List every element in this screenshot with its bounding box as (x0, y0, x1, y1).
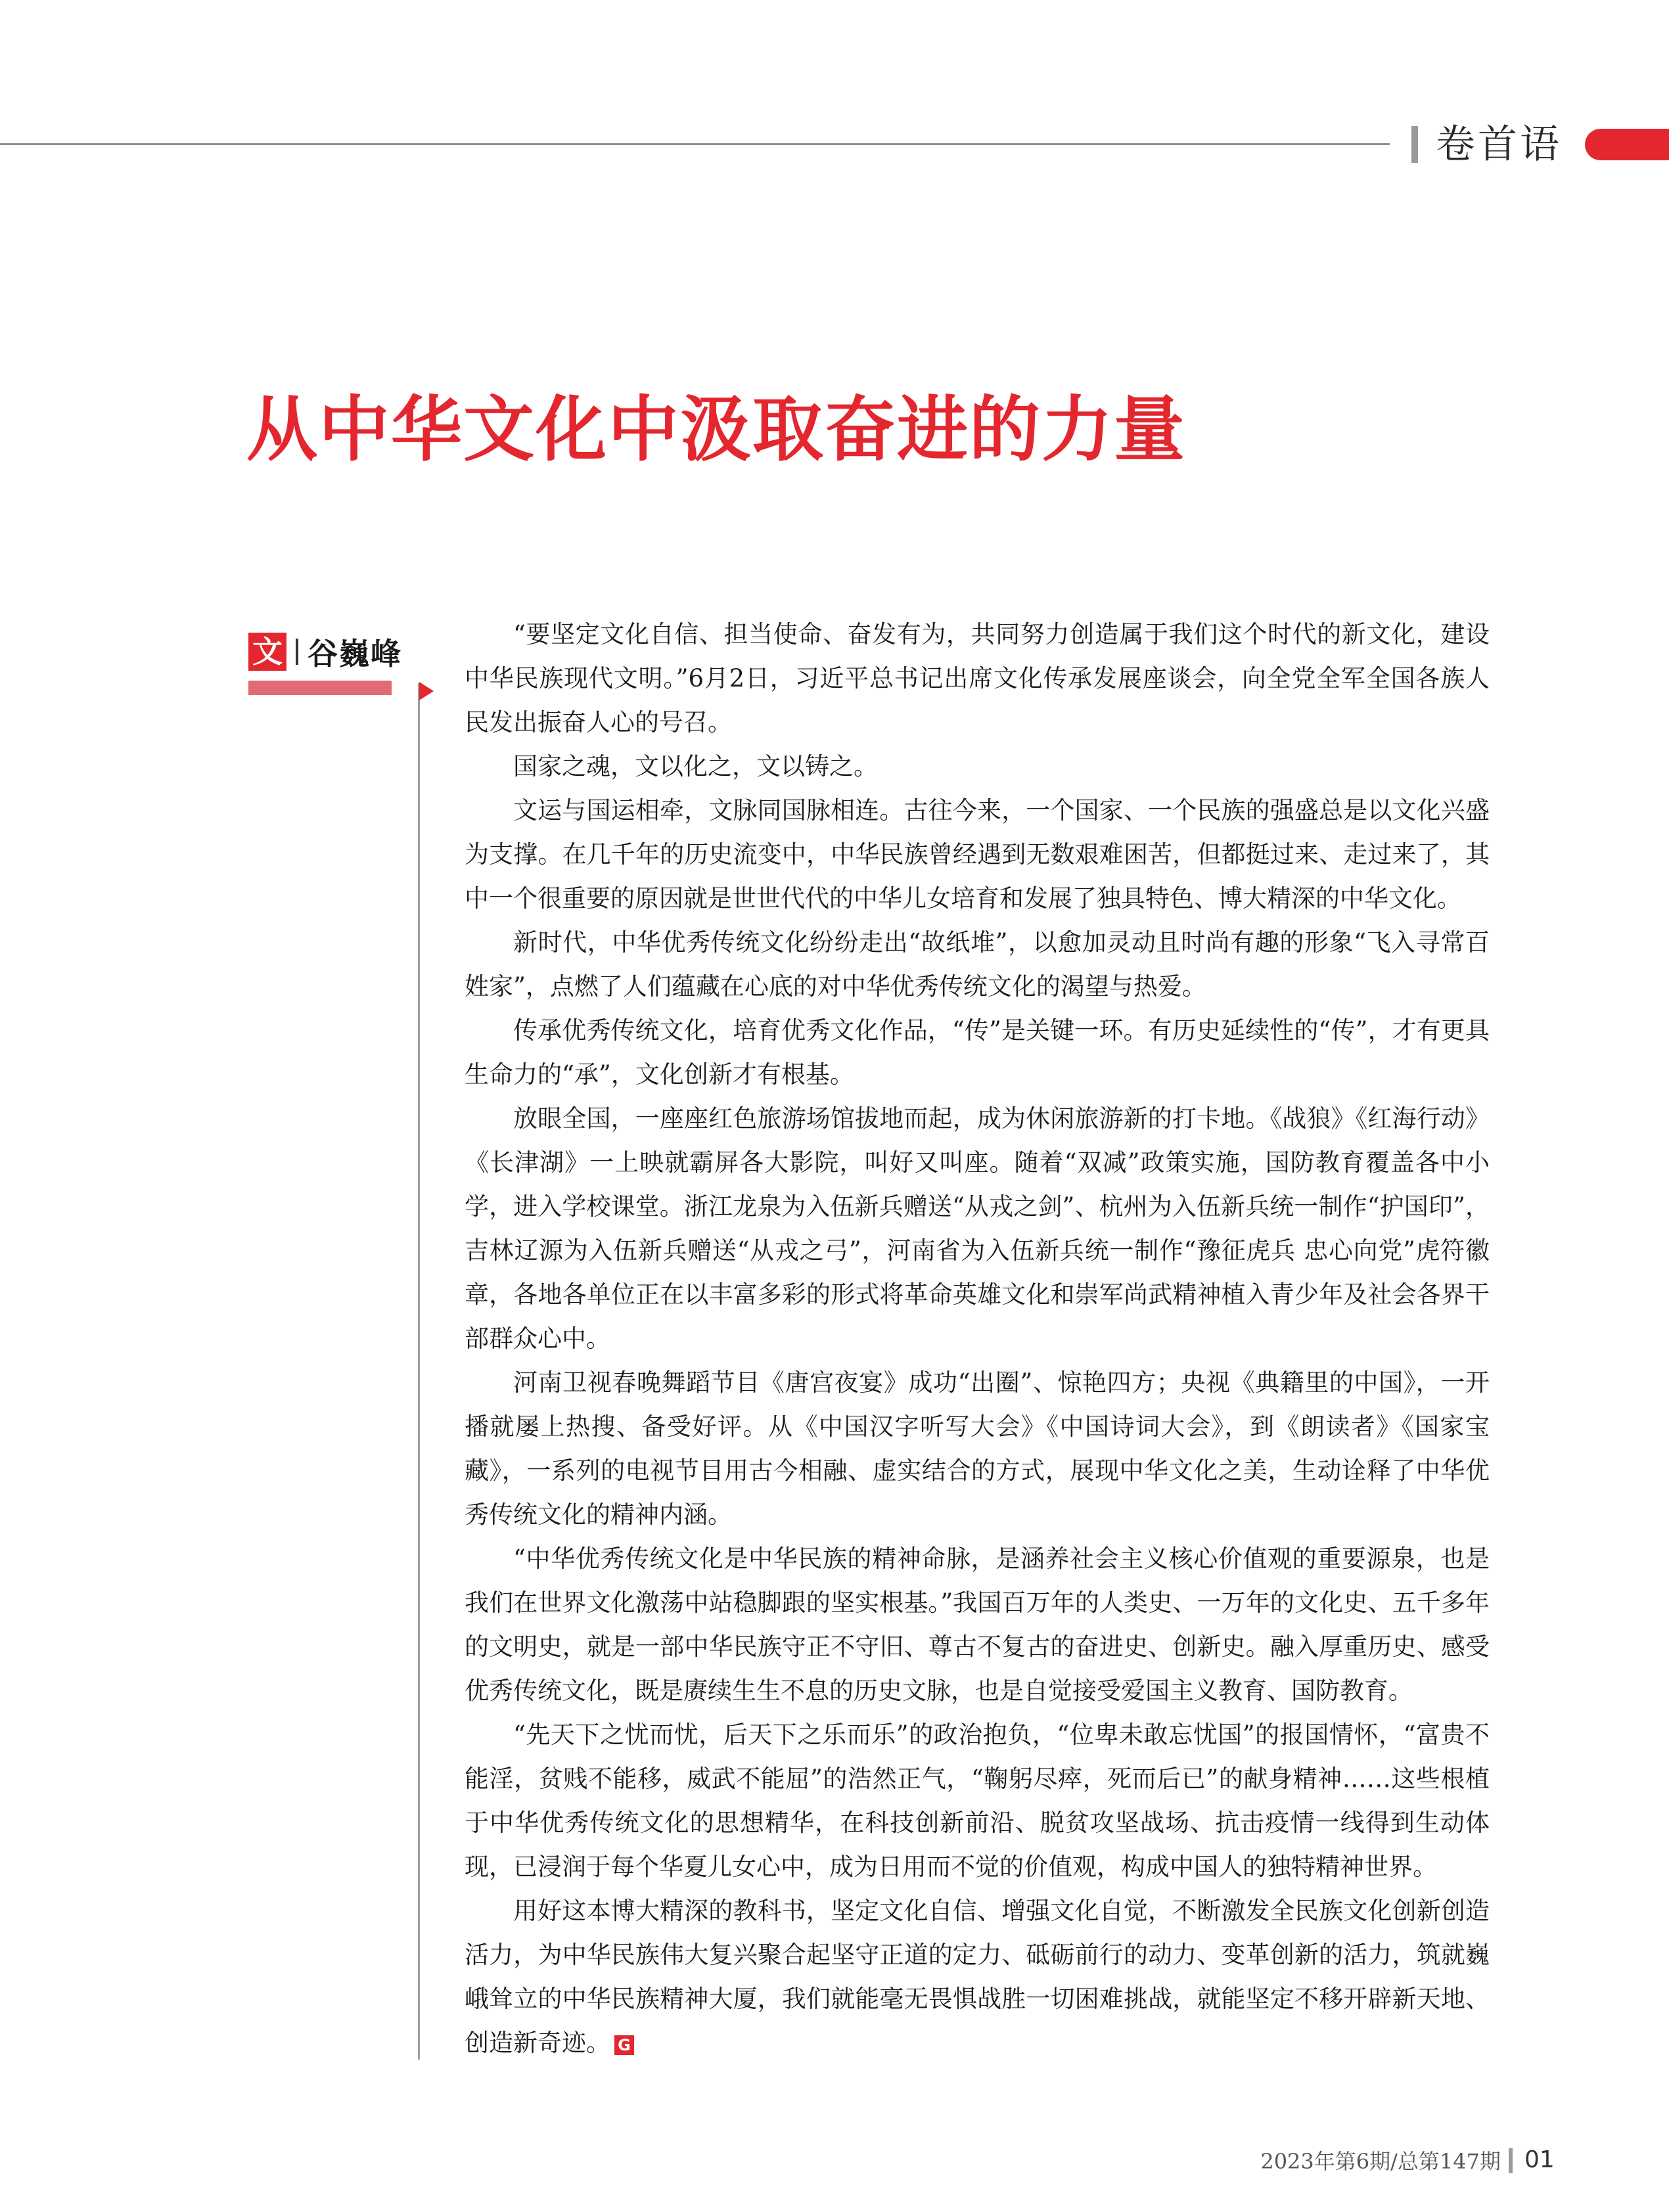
byline-separator (296, 639, 298, 665)
paragraph: “中华优秀传统文化是中华民族的精神命脉，是涵养社会主义核心价值观的重要源泉，也是我们在世界文化激荡中站稳脚跟的坚实根基。”我国百万年的人类史、一万年的文化史、五千多年的文明史，就是一部中华民族守正不守旧、尊古不复古的奋进史、创新史。融入厚重历史、感受优秀传统文化，既是赓续生生不息的历史文脉，也是自觉接受爱国主义教育、国防教育。 (465, 1545, 1490, 1705)
section-divider (1411, 126, 1418, 163)
paragraph: 放眼全国，一座座红色旅游场馆拔地而起，成为休闲旅游新的打卡地。《战狼》《红海行动》《长津湖》一上映就霸屏各大影院，叫好又叫座。随着“双减”政策实施，国防教育覆盖各中小学，进入学校课堂。浙江龙泉为入伍新兵赠送“从戎之剑”、杭州为入伍新兵统一制作“护国印”，吉林辽源为入伍新兵赠送“从戎之弓”，河南省为入伍新兵统一制作“豫征虎兵 忠心向党”虎符徽章，各地各单位正在以丰富多彩的形式将革命英雄文化和崇军尚武精神植入青少年及社会各界干部群众心中。 (465, 1104, 1490, 1353)
header-rule (0, 143, 1390, 145)
article-body (465, 612, 1490, 2065)
paragraph-text: 用好这本博大精深的教科书，坚定文化自信、增强文化自觉，不断激发全民族文化创新创造活力，为中华民族伟大复兴聚合起坚守正道的定力、砥砺前行的动力、变革创新的活力，筑就巍峨耸立的中华民族精神大厦，我们就能毫无畏惧战胜一切困难挑战，就能坚定不移开辟新天地、创造新奇迹。 (465, 1897, 1490, 2057)
paragraph: 文运与国运相牵，文脉同国脉相连。古往今来，一个国家、一个民族的强盛总是以文化兴盛为支撑。在几千年的历史流变中，中华民族曾经遇到无数艰难困苦，但都挺过来、走过来了，其中一个很重要的原因就是世世代代的中华儿女培育和发展了独具特色、博大精深的中华文化。 (465, 796, 1490, 913)
section-label: 卷首语 (1436, 122, 1562, 168)
paragraph: 传承优秀传统文化，培育优秀文化作品，“传”是关键一环。有历史延续性的“传”，才有更具生命力的“承”，文化创新才有根基。 (465, 1016, 1490, 1089)
article-title: 从中华文化中汲取奋进的力量 (246, 389, 1187, 471)
paragraph-last (465, 1889, 1490, 2065)
byline (248, 631, 402, 673)
byline-badge: 文 (248, 633, 286, 671)
byline-underline (248, 681, 392, 695)
end-mark-icon: G (614, 2035, 634, 2055)
issue-info: 2023年第6期/总第147期 (1260, 2149, 1501, 2174)
pointer-triangle-icon (419, 682, 434, 700)
page-number: 01 (1524, 2146, 1555, 2173)
paragraph: 河南卫视春晚舞蹈节目《唐宫夜宴》成功“出圈”、惊艳四方；央视《典籍里的中国》，一开播就屡上热搜、备受好评。从《中国汉字听写大会》《中国诗词大会》，到《朗读者》《国家宝藏》，一系列的电视节目用古今相融、虚实结合的方式，展现中华文化之美，生动诠释了中华优秀传统文化的精神内涵。 (465, 1368, 1490, 1529)
author-name: 谷巍峰 (308, 636, 402, 671)
article-left-rule (418, 683, 420, 2060)
paragraph: 国家之魂，文以化之，文以铸之。 (513, 752, 878, 780)
paragraph: “先天下之忧而忧，后天下之乐而乐”的政治抱负，“位卑未敢忘忧国”的报国情怀，“富贵不能淫，贫贱不能移，威武不能屈”的浩然正气，“鞠躬尽瘁，死而后已”的献身精神……这些根植于中华优秀传统文化的思想精华，在科技创新前沿、脱贫攻坚战场、抗击疫情一线得到生动体现，已浸润于每个华夏儿女心中，成为日用而不觉的价值观，构成中国人的独特精神世界。 (465, 1721, 1490, 1881)
paragraph: 新时代，中华优秀传统文化纷纷走出“故纸堆”，以愈加灵动且时尚有趣的形象“飞入寻常百姓家”，点燃了人们蕴藏在心底的对中华优秀传统文化的渴望与热爱。 (465, 928, 1490, 1001)
section-tab-decoration (1585, 129, 1669, 160)
footer-divider (1509, 2148, 1513, 2173)
paragraph: “要坚定文化自信、担当使命、奋发有为，共同努力创造属于我们这个时代的新文化，建设中华民族现代文明。”6月2日，习近平总书记出席文化传承发展座谈会，向全党全军全国各族人民发出振奋人心的号召。 (465, 620, 1490, 736)
